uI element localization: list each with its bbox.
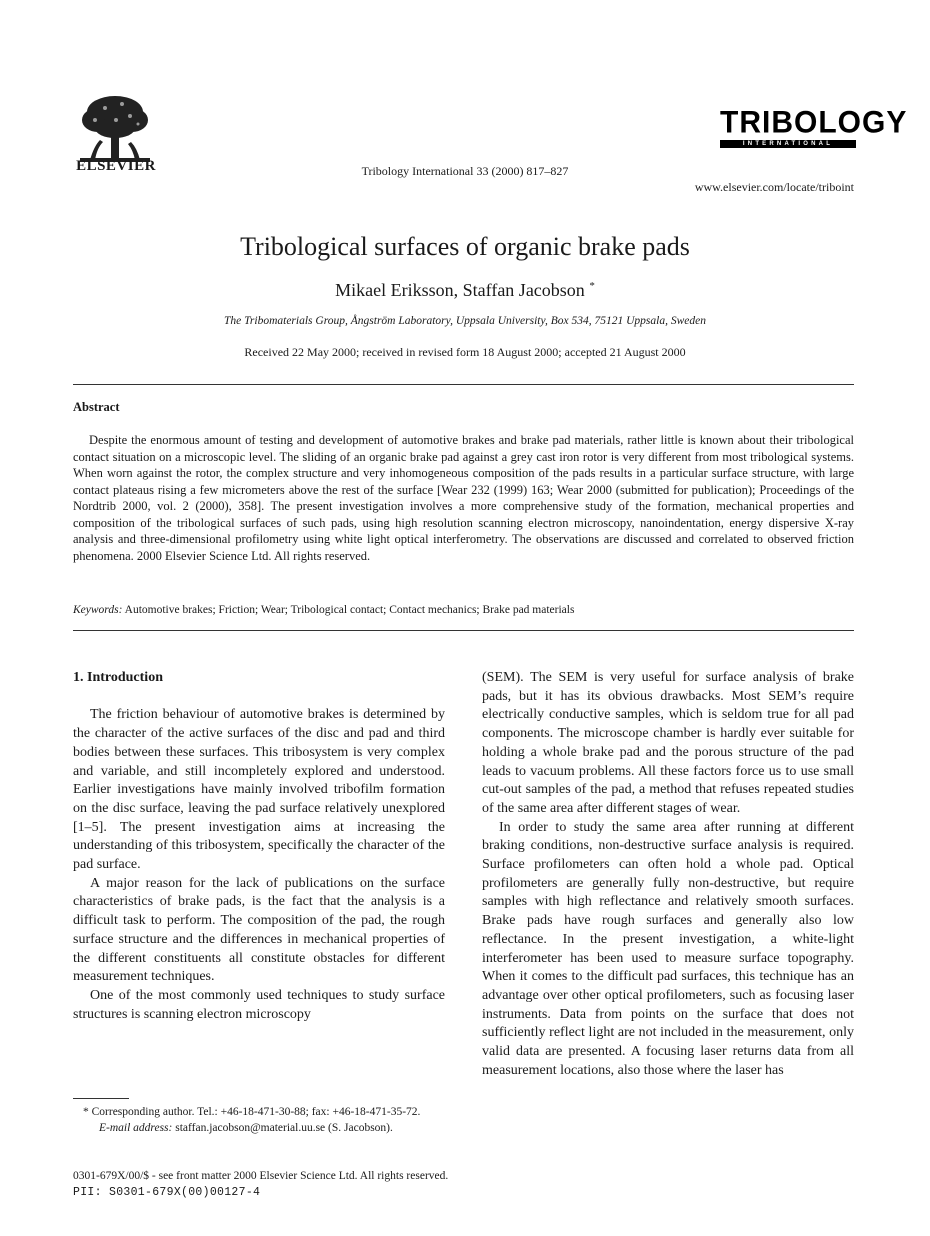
keywords-text: Automotive brakes; Friction; Wear; Tribological contact; Contact mechanics; Brake pad materials: [124, 604, 575, 616]
article-title: Tribological surfaces of organic brake pads: [240, 232, 690, 261]
body-left-column: [73, 669, 445, 1024]
section-heading: 1. Introduction: [73, 670, 163, 685]
tribology-international-logo: [720, 105, 908, 152]
paragraph: In order to study the same area after running at different braking conditions, non-destructive surface analysis is required. Surface profilometers can often hold a whole pad. Optical profilometers are generally fully non-destructive, but require samples with high reflectance and relatively smooth surfaces. Brake pads have rough surfaces and generally also low reflectance. In the present investigation, a white-light interferometer has been used to measure surface topography. When it comes to the difficult pad surfaces, this technique has an advantage over other optical profilometers, such as focusing laser instruments. Data from points on the surface that does not sufficiently reflect light are not included in the measurement, only valid data are presented. A focusing laser returns data from all measurement locations, also those where the laser has: [482, 819, 854, 1078]
keywords-label: Keywords:: [73, 604, 123, 616]
authors: [0, 280, 930, 301]
logo-word: TRIBOLOGY: [720, 105, 908, 140]
abstract-heading: Abstract: [73, 400, 120, 414]
body-right-column: [482, 669, 854, 1080]
corresponding-author-note: * Corresponding author. Tel.: +46-18-471-30-88; fax: +46-18-471-35-72.: [83, 1106, 421, 1118]
paragraph: The friction behaviour of automotive brakes is determined by the character of the active surfaces of the disc and pad and third bodies between these surfaces. This tribosystem is very complex and variable, and still incompletely explored and understood. Earlier investigations have mainly involved tribofilm formation on the disc surface, leaving the pad surface relatively unexplored [1–5]. The present investigation aims at increasing the understanding of this tribosystem, specifically the character of the pad surface.: [73, 707, 445, 873]
keywords: [73, 604, 854, 616]
email-address[interactable]: staffan.jacobson@material.uu.se (S. Jacobson).: [175, 1122, 393, 1134]
journal-url-link[interactable]: www.elsevier.com/locate/triboint: [694, 180, 854, 194]
publisher-name: ELSEVIER: [76, 158, 156, 174]
issn-line: 0301-679X/00/$ - see front matter 2000 Elsevier Science Ltd. All rights reserved.: [73, 1170, 449, 1182]
author-names: Mikael Eriksson, Staffan Jacobson: [335, 280, 585, 300]
abstract-text: Despite the enormous amount of testing and development of automotive brakes and brake pad materials, rather little is known about their tribological contact situation on a microscopic level. The sliding of an organic brake pad against a grey cast iron rotor is very different from most tribological systems. When worn against the rotor, the complex structure and very inhomogeneous composition of the pads results in a particular surface structure, with large contact plateaus rising a few micrometers above the rest of the surface [Wear 232 (1999) 163; Wear 2000 (submitted for publication); Proceedings of the Nordtrib 2000, vol. 2 (2000), 358]. The present investigation involves a more comprehensive study of the formation, mechanical properties and composition of the tribological surfaces of such pads, using high resolution scanning electron microscopy, nanoindentation, energy dispersive X-ray analysis and three-dimensional profilometry using white light optical interferometry. The observations are discussed and correlated to observed friction phenomena. 2000 Elsevier Science Ltd. All rights reserved.: [73, 433, 854, 563]
top-divider: [73, 384, 854, 385]
received-dates: Received 22 May 2000; received in revised form 18 August 2000; accepted 21 August 2000: [244, 345, 686, 359]
email-line: [73, 1120, 445, 1136]
footnote: [73, 1104, 445, 1136]
email-label: E-mail address:: [99, 1122, 173, 1134]
journal-reference: Tribology International 33 (2000) 817–827: [361, 164, 569, 178]
corresponding-author-mark: *: [589, 280, 595, 292]
paragraph: One of the most commonly used techniques to study surface structures is scanning electron microscopy: [73, 987, 445, 1022]
paragraph: (SEM). The SEM is very useful for surface analysis of brake pads, but it has its obvious drawbacks. Most SEM’s require electrically conductive samples, which is seldom true for all pad components. The microscope chamber is hardly ever suitable for holding a whole brake pad and the porous structure of the pad leads to vacuum problems. All these factors force us to use small cut-out samples of the pad, a method that refuses repeated studies of the same area after different stages of wear.: [482, 670, 854, 816]
bottom-divider: [73, 630, 854, 631]
pii-line: PII: S0301-679X(00)00127-4: [73, 1186, 261, 1199]
paragraph: A major reason for the lack of publications on the surface characteristics of brake pads, is the fact that the analysis is a difficult task to perform. The composition of the pad, the rough surface structure and the differences in mechanical properties of the different constituents all constitute obstacles for different measurement techniques.: [73, 875, 445, 985]
footnote-divider: [73, 1098, 129, 1099]
affiliation: The Tribomaterials Group, Ångström Laboratory, Uppsala University, Box 534, 75121 Uppsala, Sweden: [224, 315, 706, 327]
logo-subtitle: INTERNATIONAL: [720, 140, 856, 148]
